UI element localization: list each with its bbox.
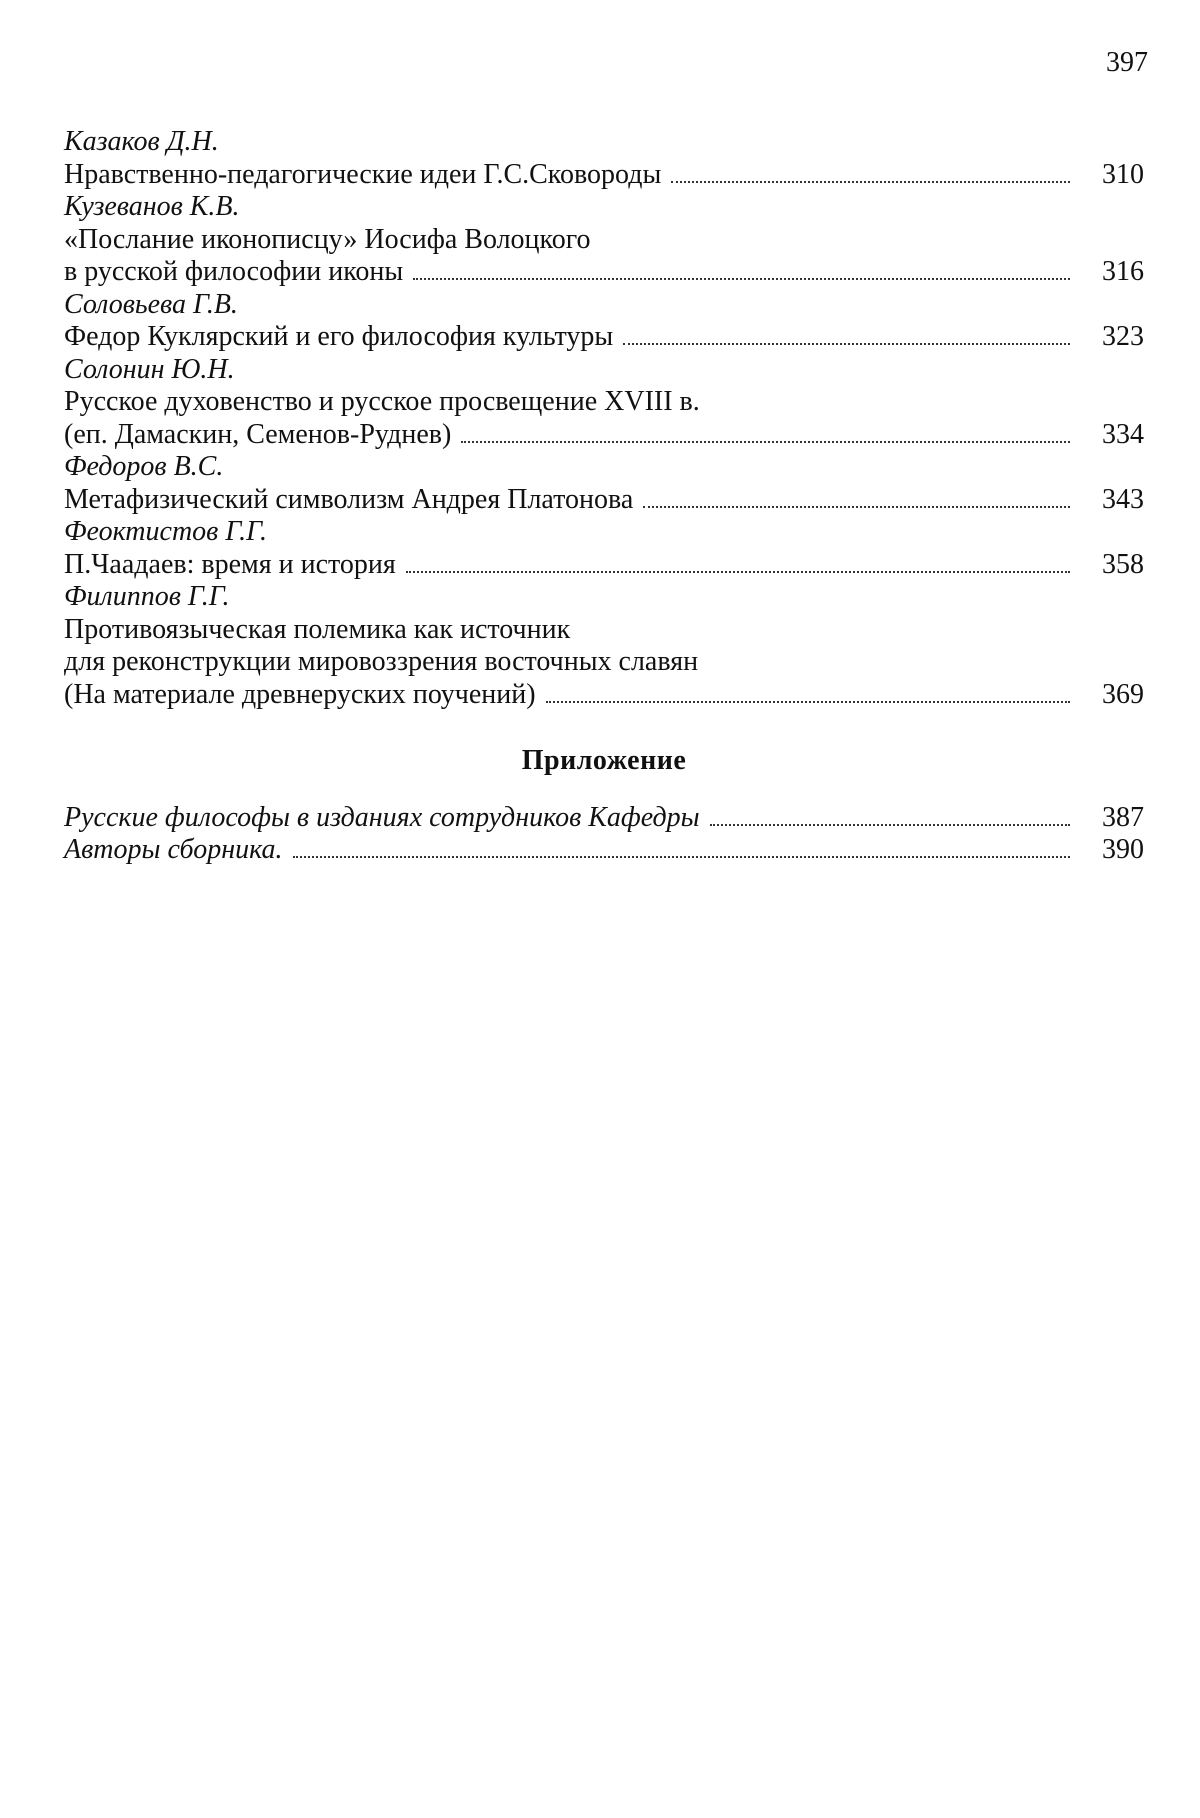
entry-page-number: 358 (1102, 548, 1144, 580)
page-number: 397 (1106, 47, 1148, 78)
entry-author: Филиппов Г.Г. (64, 581, 230, 612)
toc-entry (64, 191, 1144, 289)
entry-author: Соловьева Г.В. (64, 288, 238, 320)
entry-title: (На материале древнеруских поучений) (64, 678, 536, 710)
entry-title-line: «Послание иконописцу» Иосифа Волоцкого (64, 223, 591, 255)
appendix-item-page-number: 390 (1102, 834, 1144, 865)
table-of-contents (64, 126, 1144, 867)
appendix-item[interactable] (64, 834, 1144, 867)
entry-title: П.Чаадаев: время и история (64, 548, 396, 580)
entry-author: Федоров В.С. (64, 451, 224, 482)
dot-leader (623, 343, 1070, 345)
dot-leader (406, 571, 1070, 573)
appendix-item[interactable] (64, 802, 1144, 835)
dot-leader (643, 506, 1070, 508)
entry-title: Федор Куклярский и его философия культуры (64, 321, 614, 352)
entry-title-row[interactable] (64, 549, 1144, 582)
entry-page-number: 316 (1102, 256, 1144, 287)
appendix-heading: Приложение (521, 745, 687, 776)
entry-title-row[interactable] (64, 484, 1144, 517)
toc-entry (64, 581, 1144, 711)
entry-title: Метафизический символизм Андрея Платонова (64, 483, 634, 515)
entry-author: Казаков Д.Н. (64, 126, 219, 157)
entry-page-number: 343 (1102, 483, 1144, 515)
toc-entry (64, 289, 1144, 354)
entry-title-row[interactable] (64, 321, 1144, 354)
entry-title: (еп. Дамаскин, Семенов-Руднев) (64, 418, 452, 450)
appendix-item-page-number: 387 (1102, 801, 1144, 833)
entry-title-line: Противоязыческая полемика как источник (64, 613, 571, 645)
appendix-list (64, 802, 1144, 867)
entry-page-number: 369 (1102, 678, 1144, 710)
entry-title-row[interactable] (64, 256, 1144, 289)
entry-title-row[interactable] (64, 679, 1144, 712)
dot-leader (546, 701, 1070, 703)
entry-page-number: 310 (1102, 158, 1144, 190)
entry-title-row[interactable] (64, 419, 1144, 452)
entry-author: Феоктистов Г.Г. (64, 516, 267, 547)
toc-entry (64, 354, 1144, 452)
toc-entry (64, 126, 1144, 191)
entry-author: Солонин Ю.Н. (64, 353, 235, 385)
entry-title-row[interactable] (64, 159, 1144, 192)
entry-page-number: 323 (1102, 321, 1144, 352)
dot-leader (461, 441, 1070, 443)
entry-title-line: Русское духовенство и русское просвещение XVIII в. (64, 386, 700, 417)
dot-leader (413, 278, 1070, 280)
appendix-item-title: Авторы сборника. (64, 834, 283, 865)
entry-title-line: для реконструкции мировоззрения восточных славян (64, 646, 699, 677)
dot-leader (710, 824, 1070, 826)
toc-entry (64, 451, 1144, 516)
entry-title: Нравственно-педагогические идеи Г.С.Сковороды (64, 158, 662, 190)
entry-title: в русской философии иконы (64, 256, 404, 287)
entry-author: Кузеванов К.В. (64, 191, 240, 222)
appendix-item-title: Русские философы в изданиях сотрудников Кафедры (64, 801, 700, 833)
toc-entry (64, 516, 1144, 581)
entry-page-number: 334 (1102, 418, 1144, 450)
dot-leader (293, 856, 1070, 858)
dot-leader (671, 181, 1070, 183)
